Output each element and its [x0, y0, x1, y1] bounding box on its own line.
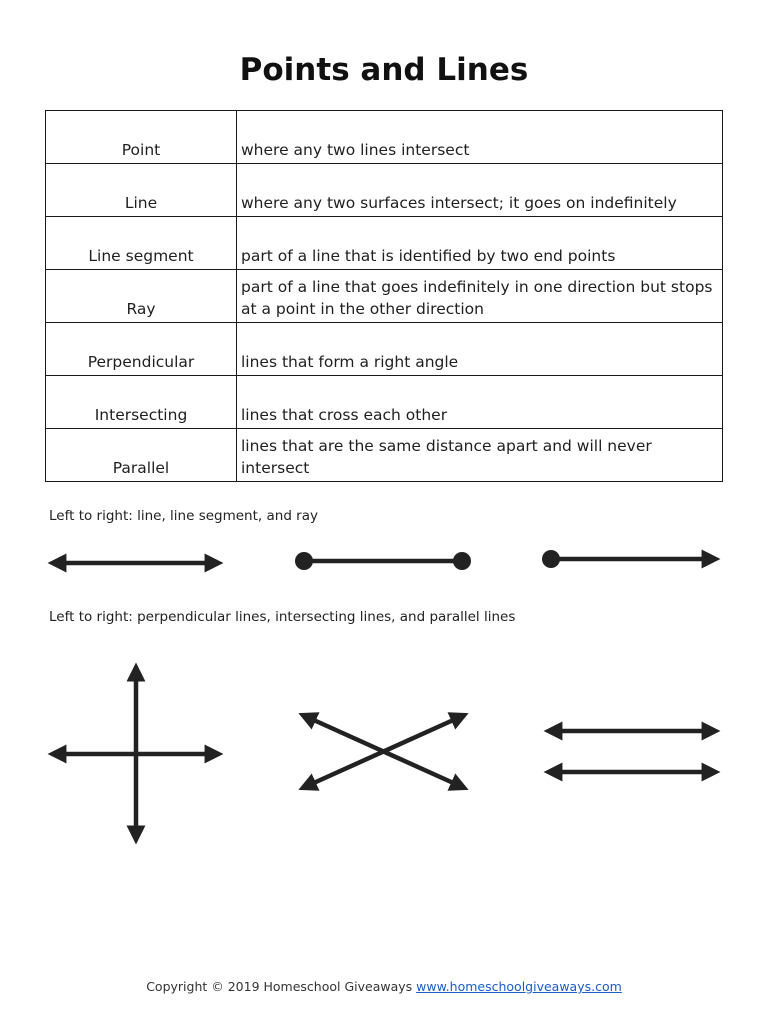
term-intersecting: Intersecting — [46, 376, 237, 429]
table-row — [46, 217, 723, 270]
table-row — [46, 429, 723, 482]
perpendicular-lines-figure — [57, 672, 214, 835]
term-parallel: Parallel — [46, 429, 237, 482]
line-segment-figure — [295, 552, 471, 570]
table-row — [46, 323, 723, 376]
definition-intersecting: lines that cross each other — [237, 376, 723, 429]
caption-perpendicular-intersecting-parallel: Left to right: perpendicular lines, intersecting lines, and parallel lines — [49, 609, 516, 625]
term-perpendicular: Perpendicular — [46, 323, 237, 376]
definition-point: where any two lines intersect — [237, 111, 723, 164]
footer — [0, 979, 768, 994]
table-row — [46, 164, 723, 217]
parallel-lines-figure — [553, 731, 711, 772]
intersecting-lines-figure — [307, 717, 460, 786]
table-row — [46, 376, 723, 429]
footer-copyright: Copyright © 2019 Homeschool Giveaways — [146, 979, 413, 994]
table-row — [46, 111, 723, 164]
definition-parallel: lines that are the same distance apart and will never intersect — [237, 429, 723, 482]
term-line-segment: Line segment — [46, 217, 237, 270]
definition-line-segment: part of a line that is identified by two end points — [237, 217, 723, 270]
table-row — [46, 270, 723, 323]
definition-line: where any two surfaces intersect; it goes on indefinitely — [237, 164, 723, 217]
term-line: Line — [46, 164, 237, 217]
term-ray: Ray — [46, 270, 237, 323]
page-title: Points and Lines — [239, 52, 529, 88]
definition-perpendicular: lines that form a right angle — [237, 323, 723, 376]
definition-ray: part of a line that goes indefinitely in one direction but stops at a point in the other direction — [237, 270, 723, 323]
caption-line-segment-ray: Left to right: line, line segment, and ray — [49, 508, 318, 524]
ray-figure — [542, 550, 711, 568]
term-point: Point — [46, 111, 237, 164]
terms-table — [45, 110, 723, 482]
footer-website-link[interactable]: www.homeschoolgiveaways.com — [416, 979, 622, 994]
